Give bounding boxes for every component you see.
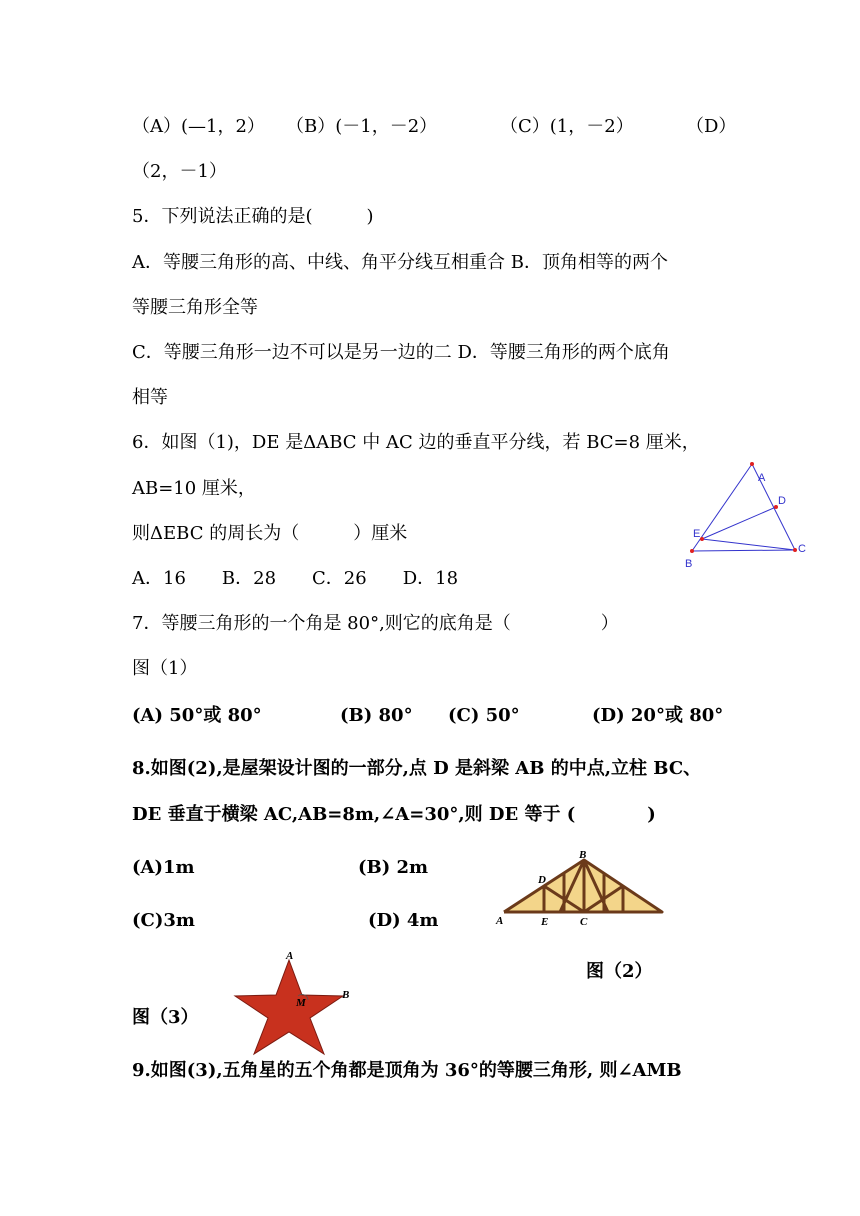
q9-line-1: 9.如图(3),五角星的五个角都是顶角为 36°的等腰三角形, 则∠AMB bbox=[132, 1060, 682, 1081]
q8-option-d: (D) 4m bbox=[368, 910, 439, 931]
label-e: E bbox=[693, 528, 701, 540]
label-c: C bbox=[580, 916, 588, 928]
label-a: A bbox=[286, 950, 294, 962]
q4-option-b: （B）(－1，－2） bbox=[286, 116, 438, 137]
point-c bbox=[793, 548, 797, 552]
q7-option-d: (D) 20°或 80° bbox=[592, 705, 724, 726]
figure-2-roof-truss bbox=[490, 846, 670, 930]
q8-option-b: (B) 2m bbox=[358, 857, 429, 878]
label-d: D bbox=[778, 495, 786, 507]
point-e bbox=[700, 537, 704, 541]
q5-line-3: C．等腰三角形一边不可以是另一边的二 D．等腰三角形的两个底角 bbox=[132, 342, 670, 363]
point-b bbox=[690, 549, 694, 553]
q4-option-d: （D） bbox=[686, 116, 737, 137]
q6-line-2: AB=10 厘米， bbox=[132, 478, 256, 499]
triangle-lines bbox=[692, 464, 795, 551]
q8-option-a: (A)1m bbox=[132, 857, 195, 878]
label-d: D bbox=[538, 874, 546, 886]
q4-option-a: （A）(—1，2） bbox=[132, 116, 265, 137]
figure-1-caption: 图（1） bbox=[132, 658, 198, 679]
figure-3-star bbox=[232, 950, 362, 1056]
q5-stem: 5．下列说法正确的是( ) bbox=[132, 206, 374, 227]
q6-line-3: 则ΔEBC 的周长为（ ）厘米 bbox=[132, 523, 408, 544]
q8-option-c: (C)3m bbox=[132, 910, 195, 931]
figure-3-caption: 图（3） bbox=[132, 1007, 199, 1028]
q7-option-a: (A) 50°或 80° bbox=[132, 705, 262, 726]
label-b: B bbox=[685, 558, 693, 570]
q4-option-d-value: （2，－1） bbox=[132, 161, 227, 182]
q5-line-1: A．等腰三角形的高、中线、角平分线互相重合 B．顶角相等的两个 bbox=[132, 252, 668, 273]
q6-line-1: 6．如图（1)，DE 是ΔABC 中 AC 边的垂直平分线，若 BC=8 厘米， bbox=[132, 432, 700, 453]
label-a: A bbox=[496, 915, 504, 927]
q5-line-4: 相等 bbox=[132, 387, 168, 408]
label-b: B bbox=[579, 849, 587, 861]
q7-option-c: (C) 50° bbox=[448, 705, 520, 726]
star-shape bbox=[235, 960, 343, 1054]
q4-option-c: （C）(1，－2） bbox=[500, 116, 634, 137]
q7-option-b: (B) 80° bbox=[340, 705, 413, 726]
q5-line-2: 等腰三角形全等 bbox=[132, 297, 258, 318]
q6-options: A．16 B．28 C．26 D．18 bbox=[132, 568, 459, 589]
label-m: M bbox=[296, 997, 306, 1009]
label-e: E bbox=[541, 916, 549, 928]
label-a: A bbox=[758, 472, 766, 484]
point-a bbox=[750, 462, 754, 466]
label-c: C bbox=[798, 543, 806, 555]
label-b: B bbox=[342, 989, 350, 1001]
q7-stem: 7．等腰三角形的一个角是 80°,则它的底角是（ ） bbox=[132, 613, 619, 634]
figure-2-caption: 图（2） bbox=[586, 961, 653, 982]
q8-line-1: 8.如图(2),是屋架设计图的一部分,点 D 是斜梁 AB 的中点,立柱 BC、 bbox=[132, 758, 702, 779]
q8-line-2: DE 垂直于横梁 AC,AB=8m,∠A=30°,则 DE 等于 ( ) bbox=[132, 804, 656, 825]
figure-1-triangle bbox=[672, 455, 822, 575]
